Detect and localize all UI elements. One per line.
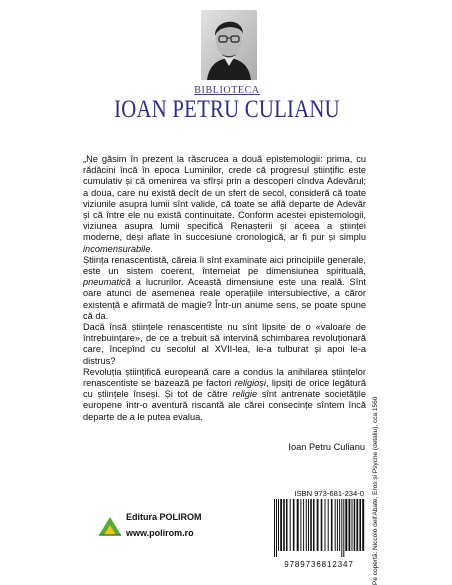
polirom-logo-icon	[97, 513, 123, 539]
barcode-bar	[362, 499, 364, 551]
barcode	[272, 499, 366, 557]
barcode-bar	[356, 499, 358, 551]
publisher-name: Editura POLIROM	[126, 512, 202, 522]
barcode-bar	[276, 499, 277, 557]
back-cover	[64, 0, 390, 584]
author-portrait-image	[201, 10, 257, 80]
barcode-bar	[341, 499, 342, 557]
barcode-bar	[280, 499, 282, 551]
barcode-bar	[345, 499, 347, 551]
barcode-bar	[308, 499, 309, 551]
barcode-bar	[343, 499, 344, 557]
barcode-bar	[349, 499, 351, 551]
series-label: BIBLIOTECA	[194, 85, 260, 96]
barcode-bar	[339, 499, 340, 551]
back-cover-blurb	[83, 154, 366, 423]
barcode-bar	[310, 499, 312, 551]
series-author-title: IOAN PETRU CULIANU	[114, 96, 340, 123]
barcode-bar	[283, 499, 285, 551]
barcode-bar	[331, 499, 333, 551]
barcode-bar	[274, 499, 275, 557]
barcode-bar	[303, 499, 304, 551]
blurb-paragraph: Știința renascentistă, căreia îi sînt examinate aici principiile generale, este un sistem coerent, întemeiat pe dimensiunea spirituală, pneumatică a lucrurilor. Această dimensiune este una reală. Sînt oare atunci de asemenea reale operațiile intersubiective, a căror existență e afirmată de magie? Într-un anume sens, se poate spune că da.	[83, 254, 366, 321]
barcode-bar	[321, 499, 323, 551]
barcode-bar	[290, 499, 291, 551]
barcode-bars	[272, 499, 366, 557]
barcode-bar	[306, 499, 307, 551]
barcode-bar	[317, 499, 319, 551]
barcode-bar	[300, 499, 301, 551]
blurb-signature: Ioan Petru Culianu	[288, 442, 365, 452]
barcode-bar	[286, 499, 288, 551]
barcode-bar	[354, 499, 356, 551]
cover-art-credit: Pe copertă: Niccolò dell'Abate, Eros și Psyche (detaliu), cca 1560	[372, 396, 379, 585]
barcode-bar	[337, 499, 338, 551]
barcode-bar	[325, 499, 326, 551]
barcode-bar	[352, 499, 353, 551]
barcode-number: 9789736812347	[284, 560, 354, 569]
publisher-block	[97, 507, 207, 557]
author-portrait	[201, 10, 257, 80]
barcode-bar	[335, 499, 336, 551]
barcode-bar	[297, 499, 299, 551]
barcode-bar	[359, 499, 361, 551]
blurb-paragraph: Dacă însă științele renascentiste nu sînt lipsite de o «valoare de întrebuințare», de ce a trebuit să intervină schimbarea revoluționară care, începînd cu secolul al XVII-lea, le-a tulburat și apoi le-a distrus?	[83, 322, 366, 366]
blurb-paragraph: „Ne găsim în prezent la răscrucea a două epistemologii: prima, cu rădăcini încă în epoca Luminilor, crede că progresul științific este cumulativ și că omenirea va sfîrși prin a descoperi cîndva Adevărul; a doua, care nu există decît de un sfert de secol, consideră că toate viziunile asupra lumii sînt valide, că toate se află departe de Adevăr și că între ele nu există continuitate. Conform acestei epistemologii, viziunea asupra lumii specifică Renașterii și aceea a științei moderne, deși aflate în succesiune cronologică, ar fi pur și simplu incomensurabile.	[83, 154, 366, 254]
barcode-bar	[278, 499, 279, 551]
barcode-bar	[313, 499, 315, 551]
blurb-paragraph: Revoluția științifică europeană care a condus la anihilarea științelor renascentiste se bazează pe factori religioși, lipsiți de orice legătură cu științele înseși. Și tot de către religie sînt antrenate societățile europene într-o aventură riscantă ale cărei consecințe sîntem încă departe de a le putea evalua.	[83, 366, 367, 422]
barcode-bar	[293, 499, 295, 551]
publisher-url: www.polirom.ro	[126, 528, 194, 538]
isbn: ISBN 973-681-234-0	[294, 489, 364, 498]
barcode-bar	[328, 499, 329, 551]
